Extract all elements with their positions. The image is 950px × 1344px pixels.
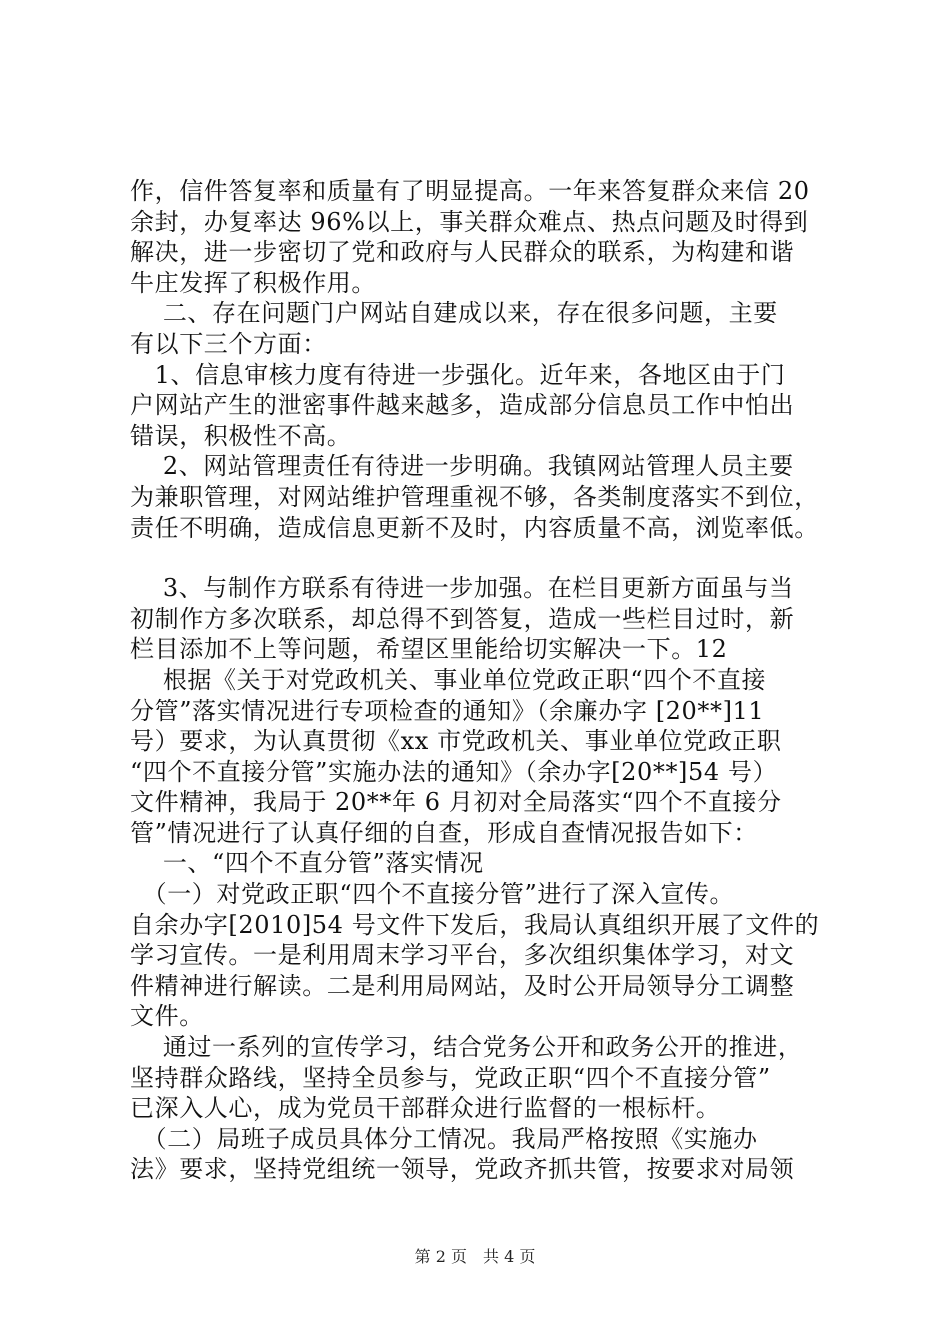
text-line: 一、“四个不直分管”落实情况 [130,849,484,878]
text-line: 责任不明确，造成信息更新不及时，内容质量不高，浏览率低。 [130,513,819,542]
text-line: （二）局班子成员具体分工情况。我局严格按照《实施办 [130,1124,758,1153]
text-line: 学习宣传。一是利用周末学习平台，多次组织集体学习，对文 [130,941,795,970]
text-line: 管”情况进行了认真仔细的自查，形成自查情况报告如下： [130,818,758,847]
page-number-footer: 第 2 页 共 4 页 [414,1247,536,1266]
text-line: 件精神进行解读。二是利用局网站，及时公开局领导分工调整 [130,971,795,1000]
text-line: 根据《关于对党政机关、事业单位党政正职“四个不直接 [130,665,767,694]
text-line: 作，信件答复率和质量有了明显提高。一年来答复群众来信 20 [130,177,810,205]
text-line: 初制作方多次联系，却总得不到答复，造成一些栏目过时，新 [130,604,795,633]
document-body [130,176,850,1185]
text-line: 解决，进一步密切了党和政府与人民群众的联系，为构建和谐 [130,238,795,267]
text-line: 文件。 [130,1002,204,1031]
text-line: 2、网站管理责任有待进一步明确。我镇网站管理人员主要 [130,452,794,481]
text-line: 牛庄发挥了积极作用。 [130,268,376,297]
text-line: 通过一系列的宣传学习，结合党务公开和政务公开的推进， [130,1033,803,1062]
text-line: 1、信息审核力度有待进一步强化。近年来，各地区由于门 [130,360,786,389]
text-line: 户网站产生的泄密事件越来越多，造成部分信息员工作中怕出 [130,391,795,420]
text-line: “四个不直接分管”实施办法的通知》（余办字[20**]54 号） [130,757,778,786]
text-line: 二、存在问题门户网站自建成以来，存在很多问题，主要 [130,299,778,328]
text-line: 法》要求，坚持党组统一领导，党政齐抓共管，按要求对局领 [130,1155,795,1184]
paragraph-gap [130,543,850,573]
text-line: 分管”落实情况进行专项检查的通知》（余廉办字 [20**]11 [130,696,765,725]
text-line: 号）要求，为认真贯彻《xx 市党政机关、事业单位党政正职 [130,727,782,756]
text-line: 自余办字[2010]54 号文件下发后，我局认真组织开展了文件的 [130,910,820,939]
text-line: 为兼职管理，对网站维护管理重视不够，各类制度落实不到位， [130,482,819,511]
text-line: 余封，办复率达 96%以上，事关群众难点、热点问题及时得到 [130,207,809,236]
text-line: 文件精神，我局于 20**年 6 月初对全局落实“四个不直接分 [130,788,782,817]
text-line: 坚持群众路线，坚持全员参与，党政正职“四个不直接分管” [130,1063,771,1092]
text-line: （一）对党政正职“四个不直接分管”进行了深入宣传。 [130,880,735,909]
text-line: 栏目添加不上等问题，希望区里能给切实解决一下。12 [130,635,728,664]
text-line: 已深入人心，成为党员干部群众进行监督的一根标杆。 [130,1094,721,1123]
text-line: 错误，积极性不高。 [130,421,352,450]
text-line: 有以下三个方面： [130,329,327,358]
text-line: 3、与制作方联系有待进一步加强。在栏目更新方面虽与当 [130,574,794,603]
